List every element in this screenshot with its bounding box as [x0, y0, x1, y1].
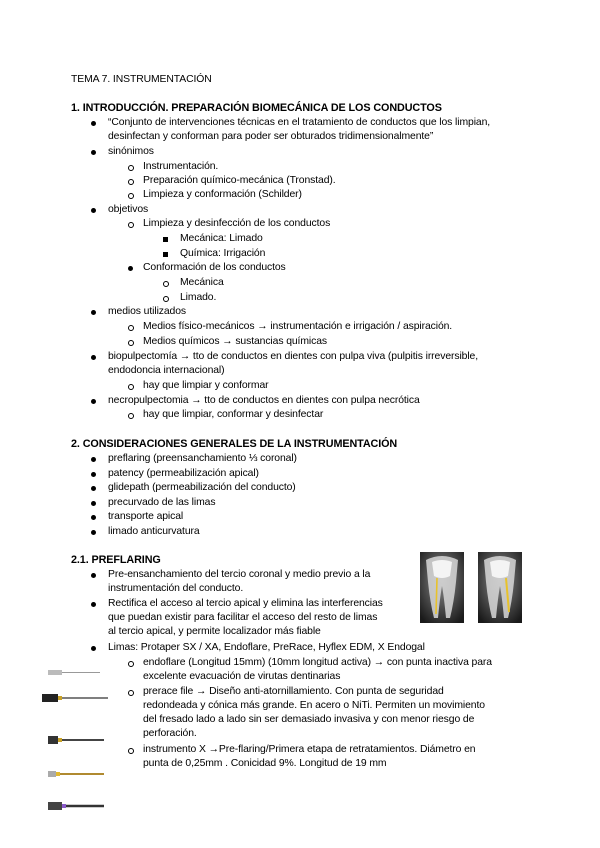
bullet [91, 486, 96, 491]
list-item: objetivos [108, 204, 149, 215]
list-item: excelente evacuación de virutas dentinarias [143, 671, 341, 682]
list-item: Mecánica [180, 277, 224, 288]
bullet [128, 413, 134, 419]
bullet [163, 296, 169, 302]
endodontic-file-image [46, 662, 102, 682]
bullet [91, 355, 96, 360]
list-item: del fresado lado a lado sin ser demasiado invasiva y con menor riesgo de [143, 714, 475, 725]
list-item: prerace file → Diseño anti-atornillamiento. Con punta de seguridad [143, 686, 444, 697]
list-item: necropulpectomia → tto de conductos en dientes con pulpa necrótica [108, 395, 420, 406]
list-item: instrumento X →Pre-flaring/Primera etapa de retratamientos. Diámetro en [143, 744, 476, 755]
paragraph-line: Pre-ensanchamiento del tercio coronal y medio previo a la [108, 569, 371, 580]
list-item: punta de 0,25mm . Conicidad 9%. Longitud de 19 mm [143, 758, 387, 769]
bullet [128, 266, 133, 271]
list-item: glidepath (permeabilización del conducto) [108, 482, 296, 493]
bullet [91, 501, 96, 506]
bullet [128, 325, 134, 331]
list-item: hay que limpiar, conformar y desinfectar [143, 409, 324, 420]
section-1-heading: 1. INTRODUCCIÓN. PREPARACIÓN BIOMECÁNICA DE LOS CONDUCTOS [71, 102, 442, 114]
list-item: preflaring (preensanchamiento ⅓ coronal) [108, 453, 297, 464]
bullet [91, 457, 96, 462]
list-item: perforación. [143, 728, 197, 739]
bullet [91, 573, 96, 578]
doc-title: TEMA 7. INSTRUMENTACIÓN [71, 74, 212, 85]
paragraph-line: al tercio apical, y permite localizador más fiable [108, 626, 321, 637]
bullet [91, 472, 96, 477]
bullet [91, 121, 96, 126]
list-item: Medios químicos → sustancias químicas [143, 336, 327, 347]
list-item: endodoncia internacional) [108, 365, 225, 376]
list-item: limado anticurvatura [108, 526, 200, 537]
list-item: Instrumentación. [143, 161, 219, 172]
bullet [128, 748, 134, 754]
xray-image [478, 552, 522, 623]
list-item: patency (permeabilización apical) [108, 468, 259, 479]
endodontic-file-image [46, 764, 106, 784]
bullet [91, 310, 96, 315]
list-item: medios utilizados [108, 306, 187, 317]
list-item: sinónimos [108, 146, 154, 157]
bullet [128, 165, 134, 171]
list-item: hay que limpiar y conformar [143, 380, 269, 391]
bullet [91, 530, 96, 535]
bullet [91, 399, 96, 404]
list-item: Limas: Protaper SX / XA, Endoflare, PreRace, Hyflex EDM, X Endogal [108, 642, 425, 653]
bullet [91, 515, 96, 520]
bullet [128, 690, 134, 696]
bullet [91, 208, 96, 213]
quote-line: desinfectan y conforman para poder ser obturados tridimensionalmente” [108, 131, 434, 142]
bullet [128, 340, 134, 346]
list-item: biopulpectomía → tto de conductos en dientes con pulpa viva (pulpitis irreversible, [108, 351, 479, 362]
list-item: Limado. [180, 292, 217, 303]
quote-line: “Conjunto de intervenciones técnicas en el tratamiento de conductos que los limpian, [108, 117, 491, 128]
list-item: Limpieza y conformación (Schilder) [143, 189, 302, 200]
paragraph-line: instrumentación del conducto. [108, 583, 244, 594]
section-2-heading: 2. CONSIDERACIONES GENERALES DE LA INSTRUMENTACIÓN [71, 438, 398, 450]
bullet [128, 179, 134, 185]
section-2-1-heading: 2.1. PREFLARING [71, 554, 161, 566]
bullet [163, 237, 168, 242]
bullet [91, 150, 96, 155]
bullet [163, 281, 169, 287]
list-item: Conformación de los conductos [143, 262, 286, 273]
bullet [91, 602, 96, 607]
list-item: Química: Irrigación [180, 248, 266, 259]
bullet [128, 661, 134, 667]
list-item: Medios físico-mecánicos → instrumentación e irrigación / aspiración. [143, 321, 453, 332]
bullet [128, 193, 134, 199]
list-item: endoflare (Longitud 15mm) (10mm longitud activa) → con punta inactiva para [143, 657, 492, 668]
endodontic-file-image [40, 688, 110, 708]
bullet [91, 646, 96, 651]
bullet [163, 252, 168, 257]
xray-image [420, 552, 464, 623]
endodontic-file-image [46, 796, 106, 816]
list-item: redondeada y cónica más grande. En acero o NiTi. Permiten un movimiento [143, 700, 485, 711]
paragraph-line: que puedan existir para facilitar el acceso del resto de limas [108, 612, 378, 623]
bullet [128, 384, 134, 390]
endodontic-file-image [46, 730, 106, 750]
list-item: precurvado de las limas [108, 497, 216, 508]
paragraph-line: Rectifica el acceso al tercio apical y elimina las interferencias [108, 598, 383, 609]
list-item: transporte apical [108, 511, 184, 522]
list-item: Limpieza y desinfección de los conductos [143, 218, 331, 229]
list-item: Mecánica: Limado [180, 233, 263, 244]
bullet [128, 222, 134, 228]
list-item: Preparación químico-mecánica (Tronstad). [143, 175, 336, 186]
